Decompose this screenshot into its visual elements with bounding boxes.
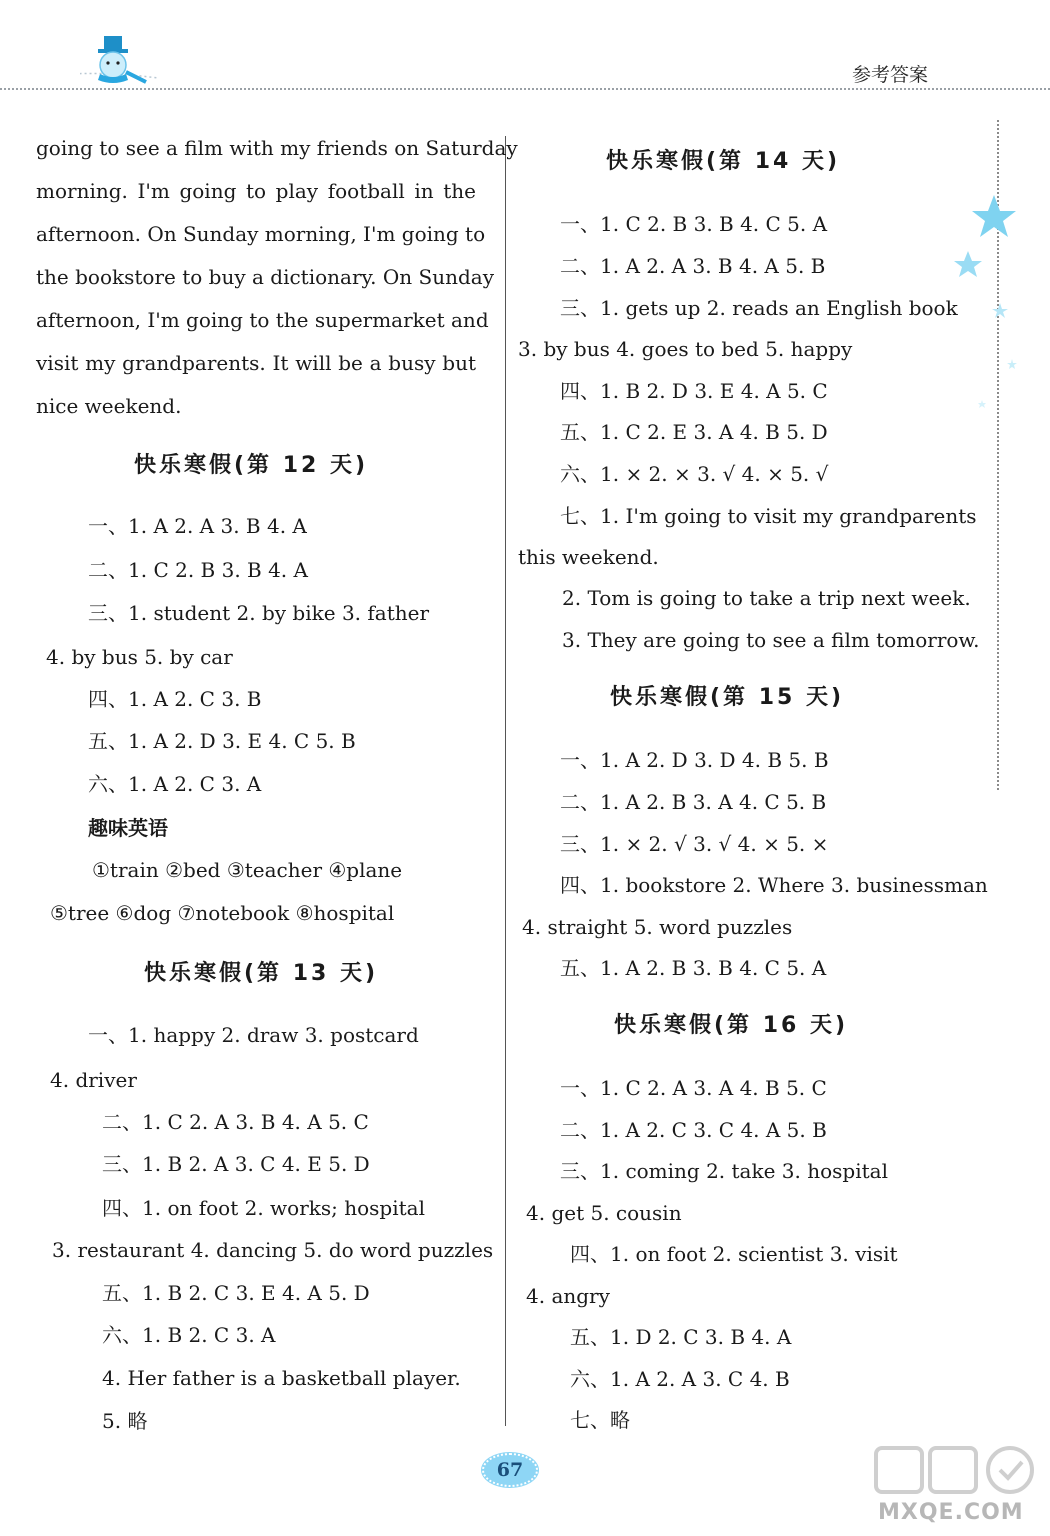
answer-line: 三、1. student 2. by bike 3. father [88, 601, 430, 625]
answer-line: 三、1. B 2. A 3. C 4. E 5. D [102, 1152, 370, 1176]
answer-line: 四、1. on foot 2. works; hospital [102, 1196, 425, 1220]
passage-line: going to see a film with my friends on Saturday [36, 136, 518, 160]
answer-line: 五、1. C 2. E 3. A 4. B 5. D [560, 420, 828, 444]
answer-line: 五、1. A 2. B 3. B 4. C 5. A [560, 956, 827, 980]
answer-line: 四、1. A 2. C 3. B [88, 687, 262, 711]
answer-line: 六、1. A 2. C 3. A [88, 772, 262, 796]
answer-line: 4. get 5. cousin [526, 1201, 682, 1225]
answer-line: 一、1. A 2. D 3. D 4. B 5. B [560, 748, 829, 772]
answer-line: 六、1. × 2. × 3. √ 4. × 5. √ [560, 462, 829, 486]
answer-line: 一、1. A 2. A 3. B 4. A [88, 514, 307, 538]
header-dotted-rule [0, 88, 1050, 90]
answer-line: 七、略 [570, 1408, 630, 1432]
passage-line: afternoon. On Sunday morning, I'm going to [36, 222, 486, 246]
answer-line: 4. Her father is a basketball player. [102, 1366, 461, 1390]
answer-line: 七、1. I'm going to visit my grandparents [560, 504, 977, 528]
passage-line: afternoon, I'm going to the supermarket and [36, 308, 489, 332]
fun-english-label: 趣味英语 [88, 816, 168, 840]
answer-line: 二、1. C 2. A 3. B 4. A 5. C [102, 1110, 369, 1134]
fun-english-line: ①train ②bed ③teacher ④plane [92, 858, 403, 882]
section-title-day12: 快乐寒假(第 12 天) [134, 453, 369, 478]
column-divider [505, 136, 506, 1426]
passage-line: morning. I'm going to play football in the [36, 179, 476, 203]
answer-line: 3. restaurant 4. dancing 5. do word puzzles [52, 1238, 494, 1262]
answer-line: 4. driver [50, 1068, 137, 1092]
passage-line: nice weekend. [36, 394, 182, 418]
answer-line: 一、1. C 2. B 3. B 4. C 5. A [560, 212, 828, 236]
passage-line: visit my grandparents. It will be a busy but [36, 351, 476, 375]
answer-line: 3. They are going to see a film tomorrow. [562, 628, 980, 652]
answer-line: 2. Tom is going to take a trip next week. [562, 586, 971, 610]
answer-line: 五、1. B 2. C 3. E 4. A 5. D [102, 1281, 370, 1305]
fun-english-line: ⑤tree ⑥dog ⑦notebook ⑧hospital [50, 901, 395, 925]
answer-line: 一、1. C 2. A 3. A 4. B 5. C [560, 1076, 827, 1100]
answer-line: 一、1. happy 2. draw 3. postcard [88, 1023, 419, 1047]
answer-line: 5. 略 [102, 1409, 148, 1433]
answer-line: 五、1. D 2. C 3. B 4. A [570, 1325, 792, 1349]
watermark-url: MXQE.COM [878, 1500, 1024, 1525]
page-number: 67 [482, 1453, 538, 1487]
answer-line: 四、1. on foot 2. scientist 3. visit [570, 1242, 898, 1266]
answer-line: 3. by bus 4. goes to bed 5. happy [518, 337, 853, 361]
answer-line: 二、1. A 2. A 3. B 4. A 5. B [560, 254, 826, 278]
answer-line: 三、1. × 2. √ 3. √ 4. × 5. × [560, 832, 829, 856]
answer-line: 二、1. C 2. B 3. B 4. A [88, 558, 308, 582]
section-title-day13: 快乐寒假(第 13 天) [144, 961, 379, 986]
stars-decoration-icon [950, 195, 1030, 429]
answer-line: 4. angry [526, 1284, 610, 1308]
answer-line: 三、1. gets up 2. reads an English book [560, 296, 958, 320]
answer-line: this weekend. [518, 545, 659, 569]
snowman-decoration-icon [80, 30, 160, 94]
answer-line: 六、1. A 2. A 3. C 4. B [570, 1367, 790, 1391]
answer-line: 五、1. A 2. D 3. E 4. C 5. B [88, 729, 356, 753]
passage-line: the bookstore to buy a dictionary. On Sunday [36, 265, 494, 289]
answer-line: 4. straight 5. word puzzles [522, 915, 793, 939]
answer-line: 4. by bus 5. by car [46, 645, 233, 669]
answer-line: 三、1. coming 2. take 3. hospital [560, 1159, 888, 1183]
answer-line: 二、1. A 2. B 3. A 4. C 5. B [560, 790, 827, 814]
section-title-day16: 快乐寒假(第 16 天) [614, 1013, 849, 1038]
answer-line: 四、1. bookstore 2. Where 3. businessman [560, 873, 988, 897]
header-answer-label: 参考答案 [852, 64, 929, 86]
section-title-day14: 快乐寒假(第 14 天) [606, 149, 841, 174]
answer-line: 四、1. B 2. D 3. E 4. A 5. C [560, 379, 828, 403]
answer-line: 二、1. A 2. C 3. C 4. A 5. B [560, 1118, 827, 1142]
answer-line: 六、1. B 2. C 3. A [102, 1323, 276, 1347]
section-title-day15: 快乐寒假(第 15 天) [610, 685, 845, 710]
